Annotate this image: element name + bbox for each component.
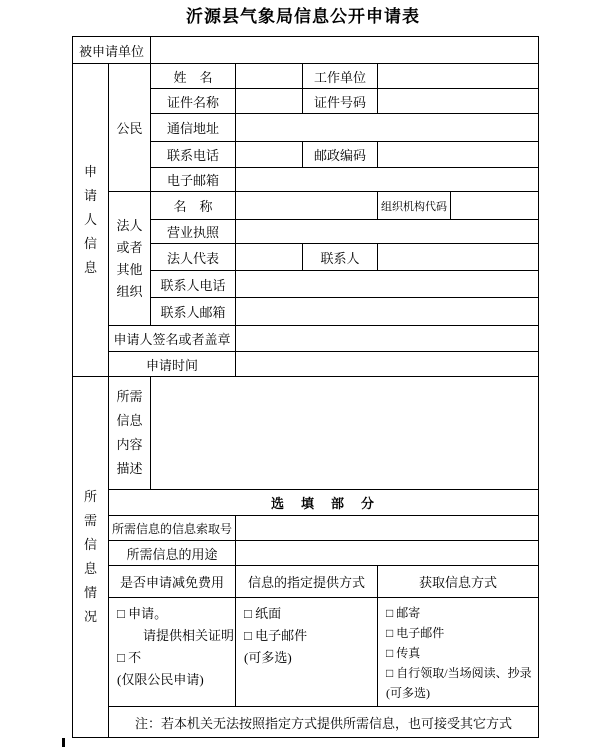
checkbox-item[interactable]: □ 电子邮件	[386, 626, 445, 640]
business-license-label: 营业执照	[150, 219, 236, 244]
checkbox-item[interactable]: (可多选)	[386, 686, 430, 700]
phone-label: 联系电话	[150, 141, 236, 168]
obtain-method-options	[377, 597, 539, 707]
email-label: 电子邮箱	[150, 167, 236, 192]
email-value[interactable]	[235, 167, 539, 192]
org-name-value[interactable]	[235, 191, 378, 220]
person-name-label: 姓 名	[150, 63, 236, 89]
checkbox-item[interactable]: □ 纸面	[244, 606, 282, 621]
signature-value[interactable]	[235, 325, 539, 352]
person-name-value[interactable]	[235, 63, 303, 89]
apply-time-value[interactable]	[235, 351, 539, 377]
checkbox-item[interactable]: □ 传真	[386, 646, 421, 660]
cert-name-label: 证件名称	[150, 88, 236, 114]
org-code-value[interactable]	[450, 191, 539, 220]
legal-org-label: 法人或者其他组织	[108, 191, 151, 326]
required-info-label: 所需信息情况	[72, 376, 109, 738]
provide-method-header: 信息的指定提供方式	[235, 565, 378, 598]
mail-address-value[interactable]	[235, 113, 539, 142]
checkbox-item[interactable]: □ 申请。	[117, 606, 168, 621]
checkbox-item[interactable]: □ 邮寄	[386, 606, 421, 620]
business-license-value[interactable]	[235, 219, 539, 244]
org-code-label: 组织机构代码	[377, 191, 451, 220]
optional-section-header: 选 填 部 分	[108, 489, 539, 516]
contact-email-value[interactable]	[235, 297, 539, 326]
fee-reduction-header: 是否申请减免费用	[108, 565, 236, 598]
cert-number-label: 证件号码	[302, 88, 378, 114]
contact-email-label: 联系人邮箱	[150, 297, 236, 326]
contact-person-value[interactable]	[377, 243, 539, 271]
checkbox-item[interactable]: □ 不	[117, 650, 142, 665]
provide-method-options	[235, 597, 378, 707]
postal-code-label: 邮政编码	[302, 141, 378, 168]
contact-phone-label: 联系人电话	[150, 270, 236, 298]
apply-time-label: 申请时间	[108, 351, 236, 377]
note-row: 注：若本机关无法按照指定方式提供所需信息，也可接受其它方式	[108, 706, 539, 738]
cursor-mark	[62, 738, 65, 747]
checkbox-item[interactable]: 请提供相关证明	[117, 628, 235, 643]
cert-number-value[interactable]	[377, 88, 539, 114]
content-desc-label: 所需信息内容描述	[108, 376, 151, 490]
checkbox-item[interactable]: □ 电子邮件	[244, 628, 308, 643]
mail-address-label: 通信地址	[150, 113, 236, 142]
checkbox-item[interactable]: (仅限公民申请)	[117, 672, 204, 687]
fee-reduction-options	[108, 597, 236, 707]
org-name-label: 名 称	[150, 191, 236, 220]
work-unit-label: 工作单位	[302, 63, 378, 89]
work-unit-value[interactable]	[377, 63, 539, 89]
purpose-label: 所需信息的用途	[108, 540, 236, 566]
phone-value[interactable]	[235, 141, 303, 168]
legal-rep-value[interactable]	[235, 243, 303, 271]
legal-rep-label: 法人代表	[150, 243, 236, 271]
applied-unit-value[interactable]	[150, 36, 539, 64]
checkbox-item[interactable]: □ 自行领取/当场阅读、抄录	[386, 666, 532, 680]
citizen-label: 公民	[108, 63, 151, 192]
contact-person-label: 联系人	[302, 243, 378, 271]
signature-label: 申请人签名或者盖章	[108, 325, 236, 352]
applied-unit-label: 被申请单位	[72, 36, 151, 64]
contact-phone-value[interactable]	[235, 270, 539, 298]
postal-code-value[interactable]	[377, 141, 539, 168]
content-desc-value[interactable]	[150, 376, 539, 490]
request-number-value[interactable]	[235, 515, 539, 541]
obtain-method-header: 获取信息方式	[377, 565, 539, 598]
cert-name-value[interactable]	[235, 88, 303, 114]
checkbox-item[interactable]: (可多选)	[244, 650, 292, 665]
applicant-info-label: 申请人信息	[72, 63, 109, 377]
page-title: 沂源县气象局信息公开申请表	[186, 7, 420, 26]
purpose-value[interactable]	[235, 540, 539, 566]
request-number-label: 所需信息的信息索取号	[108, 515, 236, 541]
